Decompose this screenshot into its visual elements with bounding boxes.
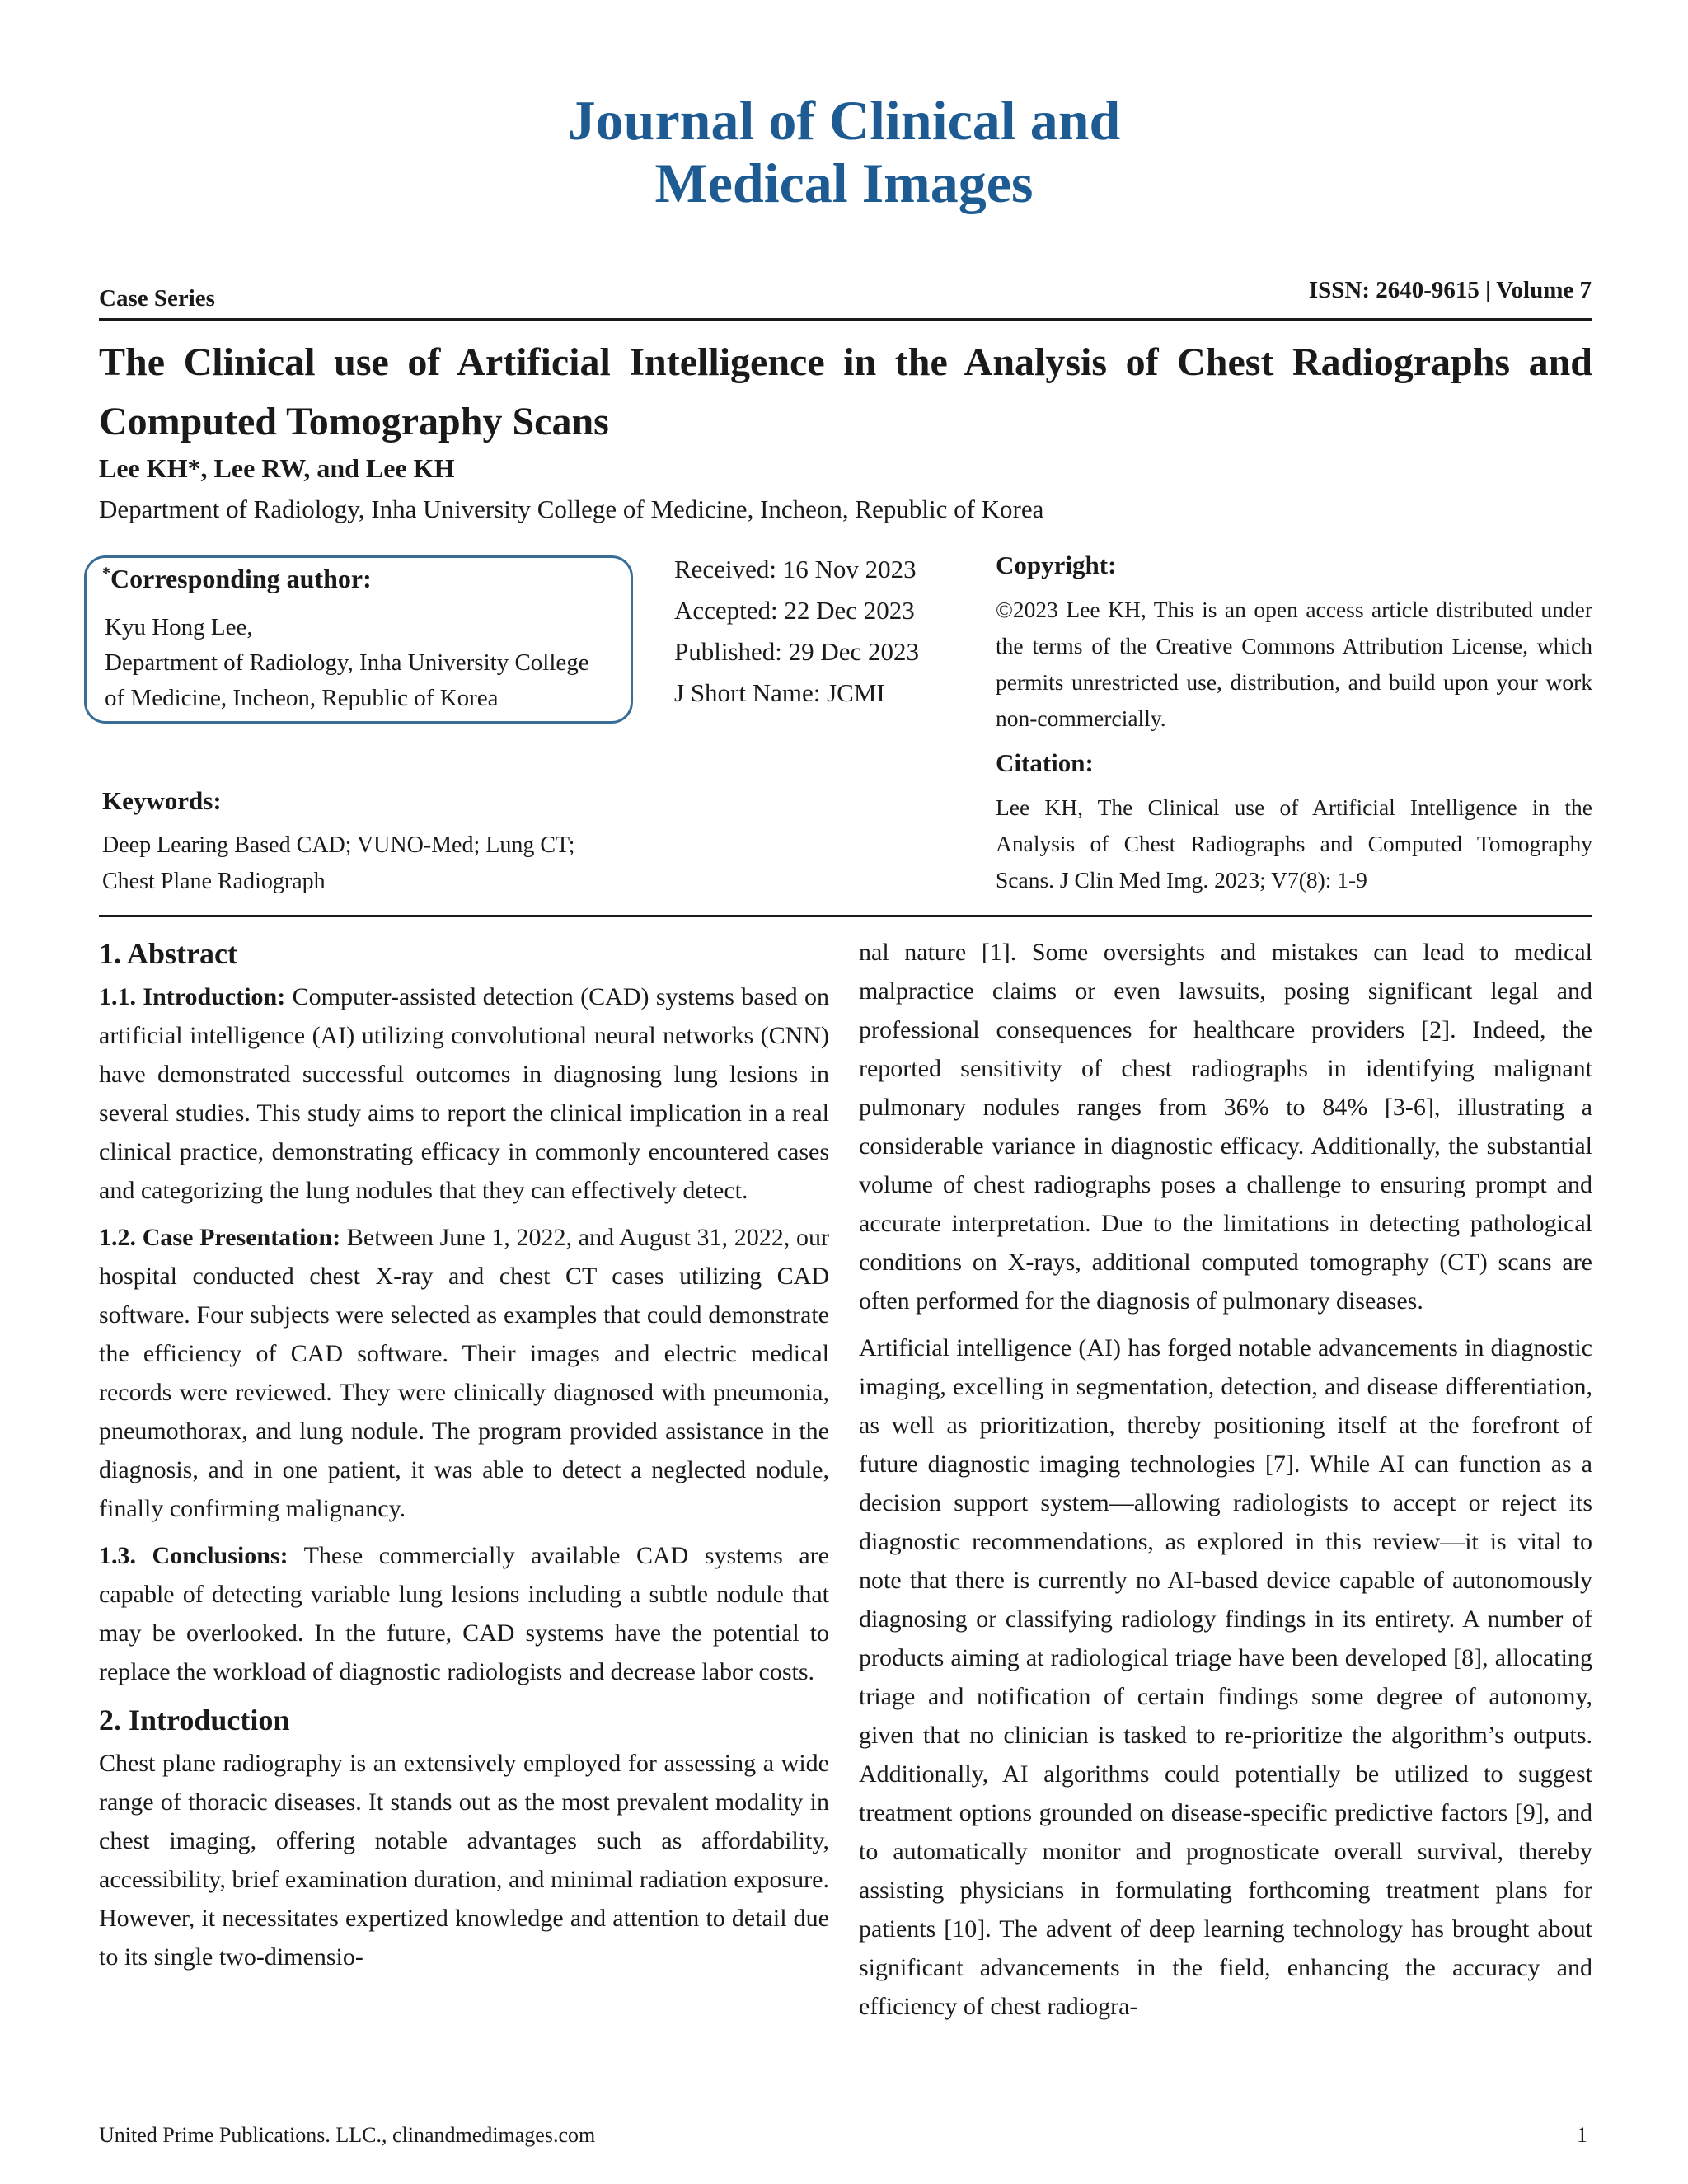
keywords-text <box>102 827 574 900</box>
copyright-text: ©2023 Lee KH, This is an open access article distributed under the terms of the Creative Commons Attribution License, which permits unrestricted use, distribution, and build upon your work non-commercially. <box>996 597 1592 731</box>
keywords-line-2: Chest Plane Radiograph <box>102 869 326 894</box>
corresponding-heading-text: Corresponding author: <box>110 564 372 593</box>
abstract-conclusions <box>99 1536 829 1691</box>
article-title: The Clinical use of Artificial Intelligence in the Analysis of Chest Radiographs and Computed Tomography Scans <box>99 340 1592 443</box>
introduction-paragraph-2: Artificial intelligence (AI) has forged notable advancements in diagnostic imaging, excelling in segmentation, detection, and disease differentiation, as well as prioritization, thereby positioning itself at the forefront of future diagnostic imaging technologies [7]. While AI can function as a decision support system—allowing radiologists to accept or reject its diagnostic recommendations, as explored in this review—it is vital to note that there is currently no AI-based device capable of autonomously diagnosing or classifying radiology findings in its entirety. A number of products aiming at radiological triage have been developed [8], allocating triage and notification of certain findings some degree of autonomy, given that no clinician is tasked to re-prioritize the algorithm’s outputs. Additionally, AI algorithms could potentially be utilized to suggest treatment options grounded on disease-specific predictive factors [9], and to automatically monitor and prognosticate overall survival, thereby assisting physicians in formulating forthcoming treatment plans for patients [10]. The advent of deep learning technology has brought about significant advancements in the field, enhancing the accuracy and efficiency of chest radiogra- <box>859 1334 1592 2020</box>
keywords-line-1: Deep Learing Based CAD; VUNO-Med; Lung CT; <box>102 832 575 858</box>
right-column <box>859 933 1592 2034</box>
article-dates <box>674 549 919 714</box>
journal-name <box>0 89 1688 214</box>
introduction-text: Computer-assisted detection (CAD) systems based on artificial intelligence (AI) utilizing convolutional neural networks (CNN) have demonstrated successful outcomes in diagnosing lung lesions in several studies. This study aims to report the clinical implication in a real clinical practice, demonstrating efficacy in commonly encountered cases and categorizing the lung nodules that they can effectively detect. <box>99 983 829 1204</box>
left-column <box>99 933 829 1985</box>
introduction-paragraph-1: Chest plane radiography is an extensively employed for assessing a wide range of thoracic diseases. It stands out as the most prevalent modality in chest imaging, offering notable advantages such as affordability, accessibility, brief examination duration, and minimal radiation exposure. However, it necessitates expertized knowledge and attention to detail due to its single two-dimensio- <box>99 1750 829 1971</box>
issn-volume: ISSN: 2640-9615 | Volume 7 <box>1308 277 1592 303</box>
introduction-heading: 2. Introduction <box>99 1704 290 1736</box>
asterisk: * <box>102 564 110 583</box>
conclusions-label: 1.3. Conclusions: <box>99 1542 288 1569</box>
corresponding-line-1: Kyu Hong Lee, <box>105 614 253 640</box>
corresponding-author-heading <box>102 564 372 594</box>
case-presentation-text: Between June 1, 2022, and August 31, 2022, our hospital conducted chest X-ray and chest CT cases utilizing CAD software. Four subjects were selected as examples that could demonstrate the efficiency of CAD software. Their images and electric medical records were reviewed. They were clinically diagnosed with pneumonia, pneumothorax, and lung nodule. The program provided assistance in the diagnosis, and in one patient, it was able to detect a neglected nodule, finally confirming malignancy. <box>99 1224 829 1522</box>
journal-name-line2: Medical Images <box>654 152 1034 214</box>
received-date: Received: 16 Nov 2023 <box>674 555 917 583</box>
published-date: Published: 29 Dec 2023 <box>674 637 920 666</box>
footer-publisher: United Prime Publications. LLC., clinandmedimages.com <box>99 2123 596 2147</box>
corresponding-line-3: of Medicine, Incheon, Republic of Korea <box>105 685 499 711</box>
abstract-introduction <box>99 977 829 1210</box>
abstract-heading: 1. Abstract <box>99 937 237 970</box>
abstract-case-presentation <box>99 1218 829 1528</box>
introduction-paragraph-1-continued: nal nature [1]. Some oversights and mistakes can lead to medical malpractice claims or even lawsuits, posing significant legal and professional consequences for healthcare providers [2]. Indeed, the reported sensitivity of chest radiographs in identifying malignant pulmonary nodules ranges from 36% to 84% [3-6], illustrating a considerable variance in diagnostic efficacy. Additionally, the substantial volume of chest radiographs poses a challenge to ensuring prompt and accurate interpretation. Due to the limitations in detecting pathological conditions on X-rays, additional computed tomography (CT) scans are often performed for the diagnosis of pulmonary diseases. <box>859 939 1592 1315</box>
corresponding-line-2: Department of Radiology, Inha University College <box>105 649 589 676</box>
authors: Lee KH*, Lee RW, and Lee KH <box>99 453 455 483</box>
journal-name-line1: Journal of Clinical and <box>567 89 1121 152</box>
keywords-heading: Keywords: <box>102 786 222 815</box>
header-rule <box>99 318 1592 321</box>
article-type: Case Series <box>99 285 215 312</box>
journal-short-name: J Short Name: JCMI <box>674 678 885 707</box>
accepted-date: Accepted: 22 Dec 2023 <box>674 596 915 625</box>
copyright-heading: Copyright: <box>996 551 1117 579</box>
citation-heading: Citation: <box>996 748 1094 777</box>
body-rule <box>99 915 1592 917</box>
conclusions-text: These commercially available CAD systems are capable of detecting variable lung lesions including a subtle nodule that may be overlooked. In the future, CAD systems have the potential to replace the workload of diagnostic radiologists and decrease labor costs. <box>99 1542 829 1685</box>
page-number: 1 <box>1577 2123 1587 2147</box>
citation-text: Lee KH, The Clinical use of Artificial Intelligence in the Analysis of Chest Radiographs and Computed Tomography Scans. J Clin Med Img. 2023; V7(8): 1-9 <box>996 794 1592 893</box>
case-presentation-label: 1.2. Case Presentation: <box>99 1224 341 1251</box>
introduction-label: 1.1. Introduction: <box>99 983 286 1010</box>
affiliation: Department of Radiology, Inha University College of Medicine, Incheon, Republic of Korea <box>99 494 1044 523</box>
